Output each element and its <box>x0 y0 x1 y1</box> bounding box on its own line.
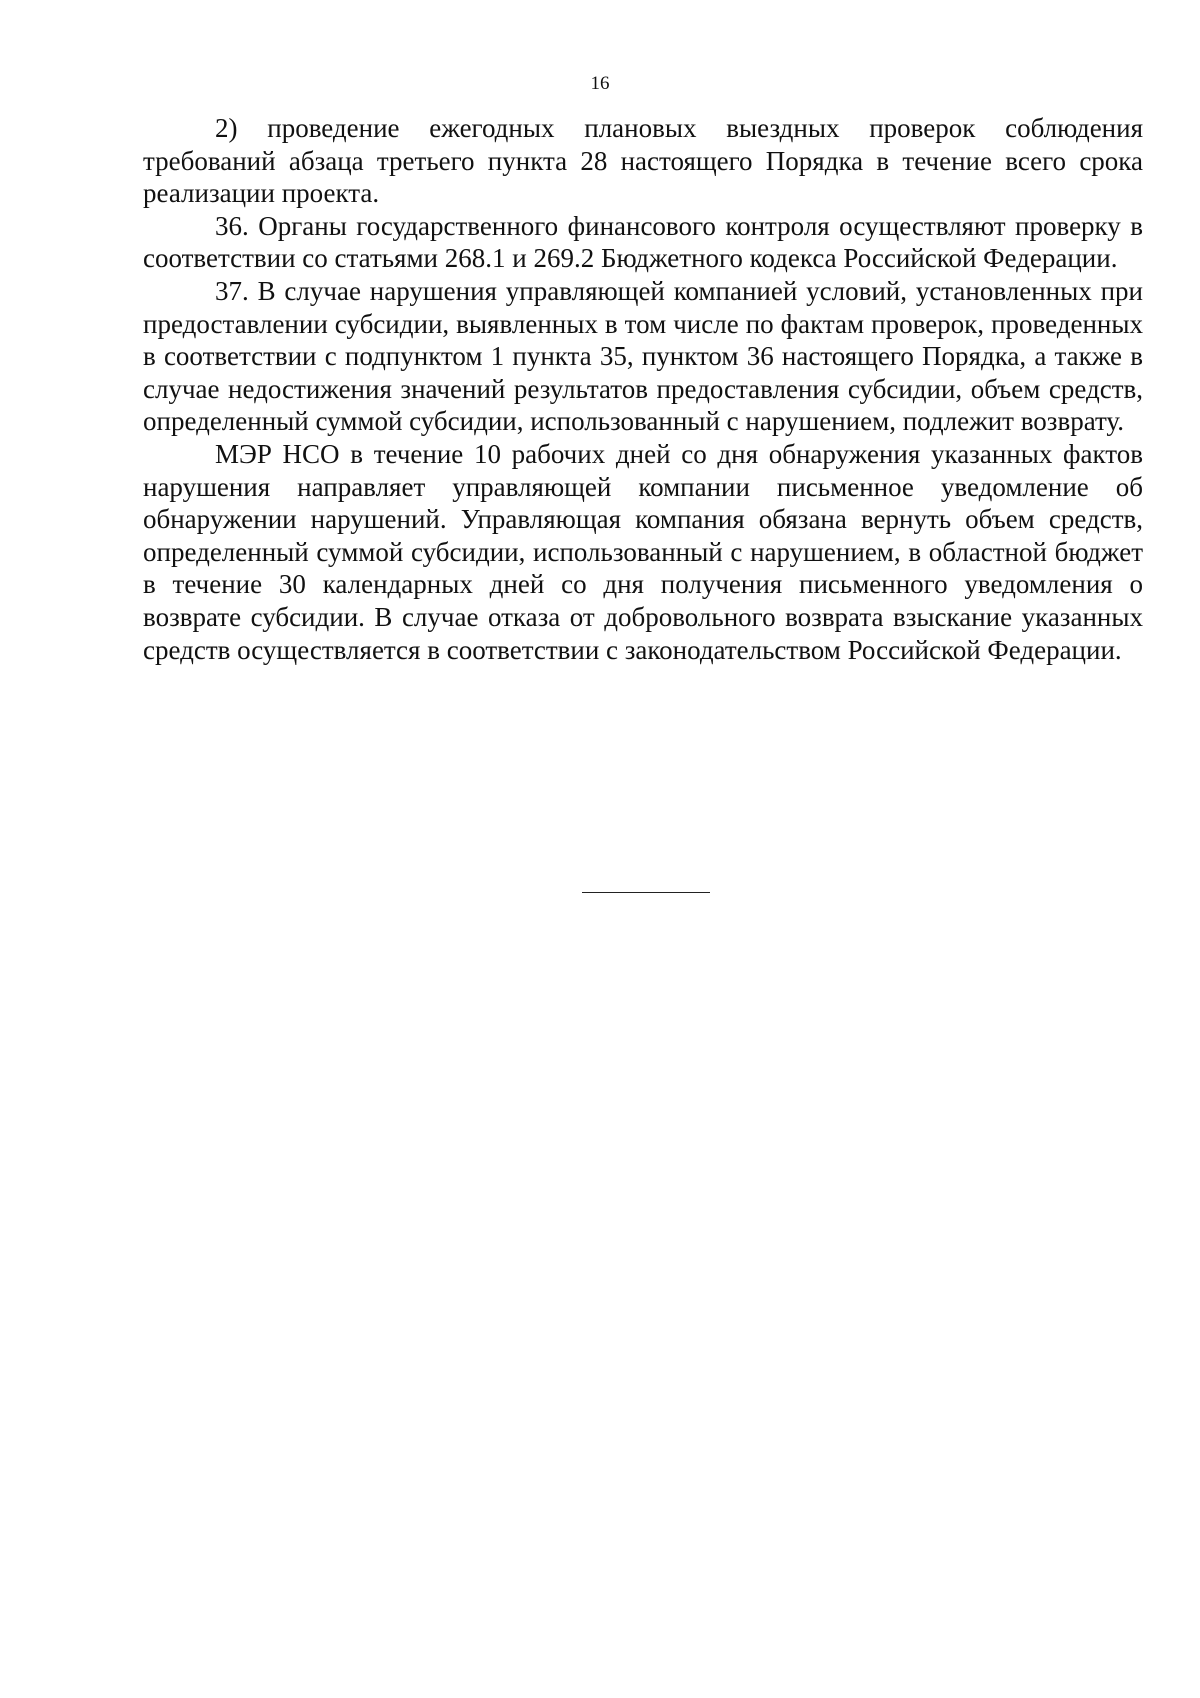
paragraph-clause-36-financial-control: 36. Органы государственного финансового контроля осуществляют проверку в соответствии со статьями 268.1 и 269.2 Бюджетного кодекса Российской Федерации. <box>143 210 1143 274</box>
document-body <box>143 112 1143 666</box>
end-of-document-rule <box>582 892 710 893</box>
paragraph-item-2-on-site-inspections: 2) проведение ежегодных плановых выездных проверок соблюдения требований абзаца третьего пункта 28 настоящего Порядка в течение всего срока реализации проекта. <box>143 113 1143 209</box>
page-number: 16 <box>590 73 610 94</box>
paragraph-return-procedure: МЭР НСО в течение 10 рабочих дней со дня обнаружения указанных фактов нарушения направляет управляющей компании письменное уведомление об обнаружении нарушений. Управляющая компания обязана вернуть объем средств, определенный суммой субсидии, использованный с нарушением, в областной бюджет в течение 30 календарных дней со дня получения письменного уведомления о возврате субсидии. В случае отказа от добровольного возврата взыскание указанных средств осуществляется в соответствии с законодательством Российской Федерации. <box>143 438 1143 665</box>
paragraph-clause-37-subsidy-return: 37. В случае нарушения управляющей компанией условий, установленных при предоставлении субсидии, выявленных в том числе по фактам проверок, проведенных в соответствии с подпунктом 1 пункта 35, пунктом 36 настоящего Порядка, а также в случае недостижения значений результатов предоставления субсидии, объем средств, определенный суммой субсидии, использованный с нарушением, подлежит возврату. <box>143 275 1143 437</box>
